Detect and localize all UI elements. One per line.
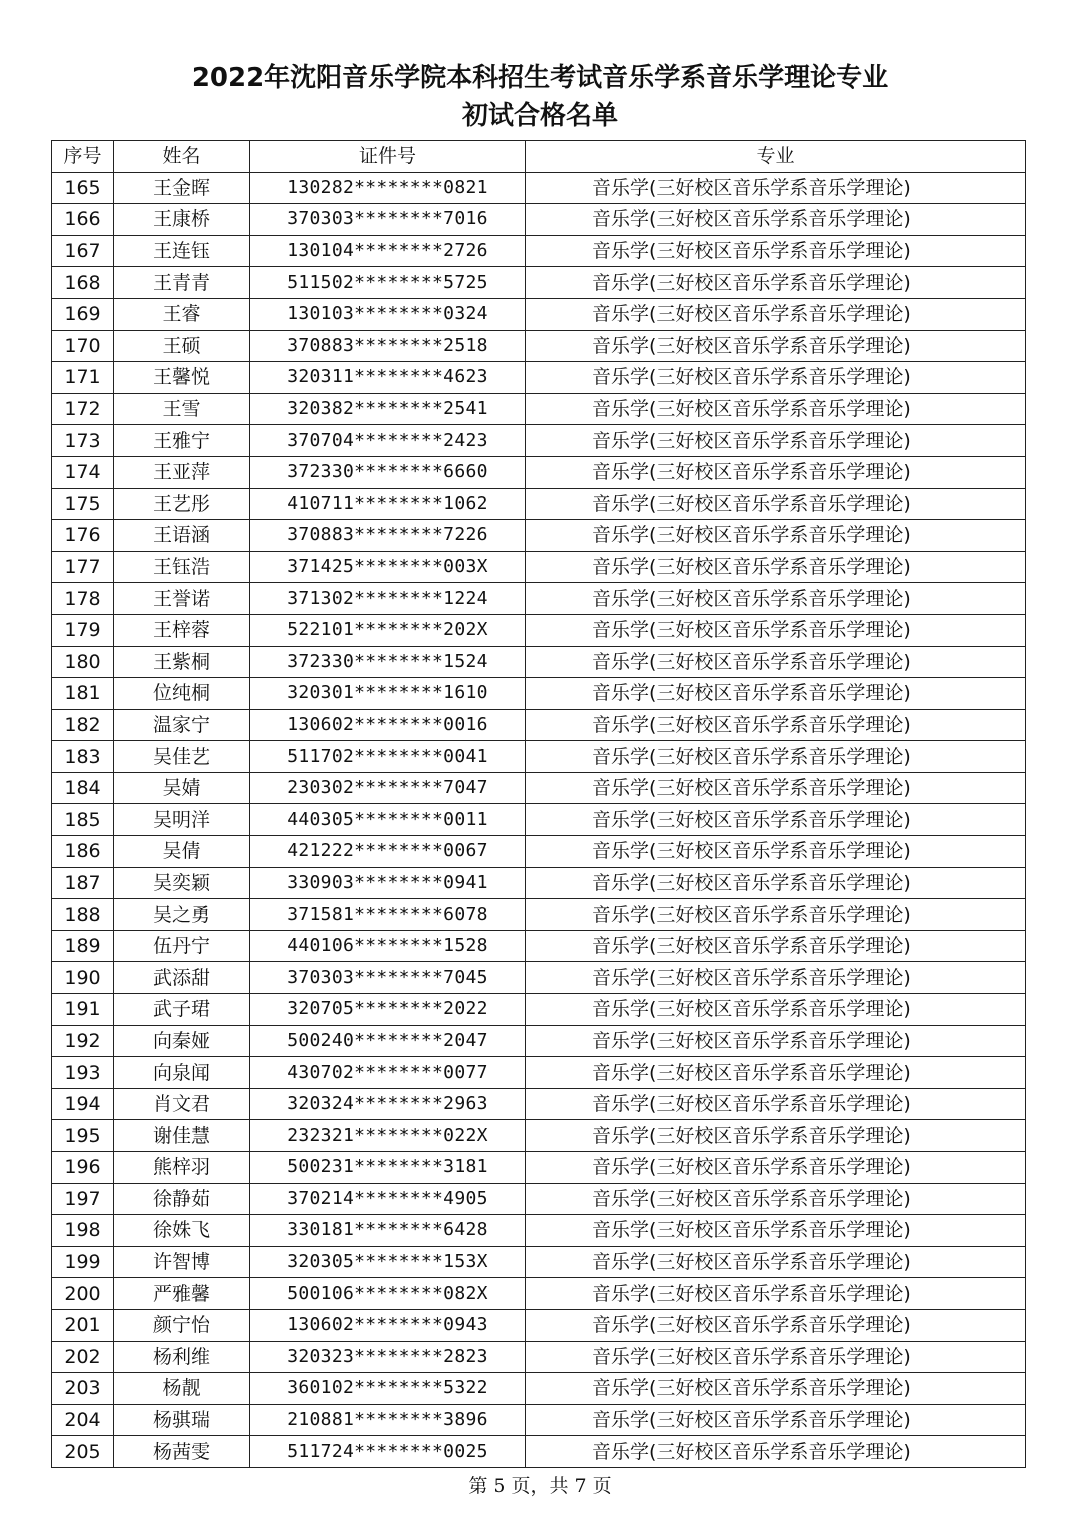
table-row [52,1025,1026,1057]
cell-id-number: 500106********082X [250,1278,526,1310]
cell-name: 王硕 [114,330,250,362]
cell-major: 音乐学(三好校区音乐学系音乐学理论) [526,772,1026,804]
cell-index: 200 [52,1278,114,1310]
header-major: 专业 [526,141,1026,173]
cell-id-number: 130602********0016 [250,709,526,741]
cell-name: 武添甜 [114,962,250,994]
table-row [52,930,1026,962]
cell-name: 位纯桐 [114,678,250,710]
cell-name: 王亚萍 [114,456,250,488]
cell-id-number: 370704********2423 [250,425,526,457]
table-row [52,1088,1026,1120]
cell-id-number: 500231********3181 [250,1152,526,1184]
cell-id-number: 330903********0941 [250,867,526,899]
table-row [52,362,1026,394]
cell-major: 音乐学(三好校区音乐学系音乐学理论) [526,962,1026,994]
table-row [52,298,1026,330]
cell-major: 音乐学(三好校区音乐学系音乐学理论) [526,1341,1026,1373]
cell-name: 王紫桐 [114,646,250,678]
table-row [52,583,1026,615]
cell-name: 向泉闻 [114,1057,250,1089]
cell-id-number: 370883********2518 [250,330,526,362]
cell-id-number: 500240********2047 [250,1025,526,1057]
cell-id-number: 320305********153X [250,1246,526,1278]
cell-name: 杨骐瑞 [114,1404,250,1436]
table-row [52,425,1026,457]
cell-index: 198 [52,1215,114,1247]
cell-name: 王睿 [114,298,250,330]
table-row [52,551,1026,583]
cell-major: 音乐学(三好校区音乐学系音乐学理论) [526,1183,1026,1215]
cell-id-number: 511702********0041 [250,741,526,773]
cell-index: 189 [52,930,114,962]
cell-major: 音乐学(三好校区音乐学系音乐学理论) [526,172,1026,204]
table-row [52,614,1026,646]
cell-major: 音乐学(三好校区音乐学系音乐学理论) [526,488,1026,520]
cell-major: 音乐学(三好校区音乐学系音乐学理论) [526,1404,1026,1436]
cell-name: 武子珺 [114,994,250,1026]
cell-index: 192 [52,1025,114,1057]
table-row [52,1341,1026,1373]
cell-name: 吴奕颖 [114,867,250,899]
cell-index: 193 [52,1057,114,1089]
cell-major: 音乐学(三好校区音乐学系音乐学理论) [526,1246,1026,1278]
cell-major: 音乐学(三好校区音乐学系音乐学理论) [526,930,1026,962]
table-row [52,646,1026,678]
table-row [52,867,1026,899]
cell-id-number: 370883********7226 [250,520,526,552]
table-row [52,520,1026,552]
table-row [52,393,1026,425]
cell-id-number: 421222********0067 [250,836,526,868]
cell-index: 188 [52,899,114,931]
cell-name: 许智博 [114,1246,250,1278]
table-row [52,962,1026,994]
table-row [52,1152,1026,1184]
cell-major: 音乐学(三好校区音乐学系音乐学理论) [526,330,1026,362]
cell-id-number: 440106********1528 [250,930,526,962]
cell-id-number: 372330********1524 [250,646,526,678]
cell-index: 186 [52,836,114,868]
header-id: 证件号 [250,141,526,173]
table-row [52,1215,1026,1247]
cell-id-number: 511502********5725 [250,267,526,299]
cell-name: 向秦娅 [114,1025,250,1057]
cell-index: 194 [52,1088,114,1120]
table-row [52,1120,1026,1152]
cell-major: 音乐学(三好校区音乐学系音乐学理论) [526,204,1026,236]
table-row [52,1183,1026,1215]
cell-major: 音乐学(三好校区音乐学系音乐学理论) [526,1025,1026,1057]
cell-major: 音乐学(三好校区音乐学系音乐学理论) [526,646,1026,678]
cell-name: 徐静茹 [114,1183,250,1215]
cell-name: 王钰浩 [114,551,250,583]
cell-major: 音乐学(三好校区音乐学系音乐学理论) [526,456,1026,488]
cell-id-number: 320324********2963 [250,1088,526,1120]
cell-name: 王青青 [114,267,250,299]
cell-index: 166 [52,204,114,236]
table-row [52,1373,1026,1405]
cell-index: 171 [52,362,114,394]
table-row [52,836,1026,868]
cell-major: 音乐学(三好校区音乐学系音乐学理论) [526,899,1026,931]
cell-name: 吴佳艺 [114,741,250,773]
cell-major: 音乐学(三好校区音乐学系音乐学理论) [526,804,1026,836]
cell-name: 王雅宁 [114,425,250,457]
table-row [52,741,1026,773]
table-row [52,267,1026,299]
cell-major: 音乐学(三好校区音乐学系音乐学理论) [526,362,1026,394]
table-row [52,1404,1026,1436]
cell-name: 王誉诺 [114,583,250,615]
cell-id-number: 430702********0077 [250,1057,526,1089]
cell-name: 王连钰 [114,235,250,267]
cell-name: 杨靓 [114,1373,250,1405]
cell-id-number: 360102********5322 [250,1373,526,1405]
table-row [52,1057,1026,1089]
cell-index: 197 [52,1183,114,1215]
cell-id-number: 330181********6428 [250,1215,526,1247]
cell-index: 203 [52,1373,114,1405]
cell-id-number: 210881********3896 [250,1404,526,1436]
cell-id-number: 371425********003X [250,551,526,583]
cell-index: 181 [52,678,114,710]
cell-id-number: 440305********0011 [250,804,526,836]
page-footer: 第 5 页，共 7 页 [468,1475,612,1497]
cell-major: 音乐学(三好校区音乐学系音乐学理论) [526,1373,1026,1405]
cell-name: 王馨悦 [114,362,250,394]
cell-name: 王艺彤 [114,488,250,520]
cell-index: 176 [52,520,114,552]
cell-id-number: 371581********6078 [250,899,526,931]
cell-id-number: 130103********0324 [250,298,526,330]
cell-index: 177 [52,551,114,583]
table-row [52,488,1026,520]
cell-major: 音乐学(三好校区音乐学系音乐学理论) [526,520,1026,552]
cell-index: 199 [52,1246,114,1278]
cell-index: 202 [52,1341,114,1373]
cell-index: 174 [52,456,114,488]
cell-id-number: 320705********2022 [250,994,526,1026]
cell-index: 201 [52,1309,114,1341]
cell-major: 音乐学(三好校区音乐学系音乐学理论) [526,583,1026,615]
table-row [52,1436,1026,1468]
cell-major: 音乐学(三好校区音乐学系音乐学理论) [526,1309,1026,1341]
cell-id-number: 320323********2823 [250,1341,526,1373]
table-row [52,235,1026,267]
cell-major: 音乐学(三好校区音乐学系音乐学理论) [526,1215,1026,1247]
cell-index: 205 [52,1436,114,1468]
cell-id-number: 320382********2541 [250,393,526,425]
cell-id-number: 370303********7045 [250,962,526,994]
cell-index: 182 [52,709,114,741]
header-name: 姓名 [114,141,250,173]
cell-name: 杨利维 [114,1341,250,1373]
cell-index: 196 [52,1152,114,1184]
table-row [52,1246,1026,1278]
cell-id-number: 130104********2726 [250,235,526,267]
cell-major: 音乐学(三好校区音乐学系音乐学理论) [526,994,1026,1026]
cell-index: 172 [52,393,114,425]
table-row [52,994,1026,1026]
cell-index: 185 [52,804,114,836]
cell-major: 音乐学(三好校区音乐学系音乐学理论) [526,614,1026,646]
cell-major: 音乐学(三好校区音乐学系音乐学理论) [526,1057,1026,1089]
cell-id-number: 370303********7016 [250,204,526,236]
cell-major: 音乐学(三好校区音乐学系音乐学理论) [526,393,1026,425]
cell-name: 吴明洋 [114,804,250,836]
table-row [52,709,1026,741]
cell-major: 音乐学(三好校区音乐学系音乐学理论) [526,425,1026,457]
cell-index: 190 [52,962,114,994]
cell-major: 音乐学(三好校区音乐学系音乐学理论) [526,741,1026,773]
cell-name: 王语涵 [114,520,250,552]
cell-name: 杨茜雯 [114,1436,250,1468]
cell-name: 王康桥 [114,204,250,236]
cell-name: 严雅馨 [114,1278,250,1310]
table-row [52,1309,1026,1341]
table-row [52,804,1026,836]
table-row [52,772,1026,804]
cell-major: 音乐学(三好校区音乐学系音乐学理论) [526,1088,1026,1120]
cell-name: 伍丹宁 [114,930,250,962]
cell-id-number: 371302********1224 [250,583,526,615]
cell-index: 178 [52,583,114,615]
cell-name: 肖文君 [114,1088,250,1120]
cell-id-number: 370214********4905 [250,1183,526,1215]
cell-index: 168 [52,267,114,299]
table-row [52,1278,1026,1310]
cell-name: 谢佳慧 [114,1120,250,1152]
cell-index: 191 [52,994,114,1026]
table-row [52,330,1026,362]
cell-name: 温家宁 [114,709,250,741]
table-row [52,899,1026,931]
cell-id-number: 320301********1610 [250,678,526,710]
cell-id-number: 372330********6660 [250,456,526,488]
cell-name: 王金晖 [114,172,250,204]
cell-major: 音乐学(三好校区音乐学系音乐学理论) [526,709,1026,741]
table-row [52,172,1026,204]
cell-id-number: 232321********022X [250,1120,526,1152]
cell-index: 175 [52,488,114,520]
cell-major: 音乐学(三好校区音乐学系音乐学理论) [526,235,1026,267]
cell-index: 180 [52,646,114,678]
cell-major: 音乐学(三好校区音乐学系音乐学理论) [526,1152,1026,1184]
cell-major: 音乐学(三好校区音乐学系音乐学理论) [526,1120,1026,1152]
document-title: 2022年沈阳音乐学院本科招生考试音乐学系音乐学理论专业 [191,63,889,93]
cell-name: 吴倩 [114,836,250,868]
cell-index: 170 [52,330,114,362]
cell-name: 熊梓羽 [114,1152,250,1184]
roster-table [51,140,1026,1468]
cell-id-number: 522101********202X [250,614,526,646]
table-row [52,204,1026,236]
cell-index: 165 [52,172,114,204]
cell-major: 音乐学(三好校区音乐学系音乐学理论) [526,267,1026,299]
cell-index: 173 [52,425,114,457]
cell-index: 179 [52,614,114,646]
table-body [52,172,1026,1467]
cell-id-number: 130602********0943 [250,1309,526,1341]
table-row [52,678,1026,710]
cell-name: 吴婧 [114,772,250,804]
header-index: 序号 [52,141,114,173]
cell-index: 184 [52,772,114,804]
table-row [52,456,1026,488]
table-header-row [52,141,1026,173]
cell-index: 195 [52,1120,114,1152]
document-subtitle: 初试合格名单 [461,101,618,131]
cell-id-number: 130282********0821 [250,172,526,204]
cell-index: 167 [52,235,114,267]
cell-major: 音乐学(三好校区音乐学系音乐学理论) [526,836,1026,868]
cell-id-number: 410711********1062 [250,488,526,520]
cell-name: 颜宁怡 [114,1309,250,1341]
cell-major: 音乐学(三好校区音乐学系音乐学理论) [526,298,1026,330]
cell-index: 187 [52,867,114,899]
cell-major: 音乐学(三好校区音乐学系音乐学理论) [526,551,1026,583]
cell-major: 音乐学(三好校区音乐学系音乐学理论) [526,1278,1026,1310]
cell-name: 王雪 [114,393,250,425]
cell-index: 204 [52,1404,114,1436]
cell-major: 音乐学(三好校区音乐学系音乐学理论) [526,678,1026,710]
cell-id-number: 320311********4623 [250,362,526,394]
cell-id-number: 230302********7047 [250,772,526,804]
cell-index: 183 [52,741,114,773]
cell-index: 169 [52,298,114,330]
cell-id-number: 511724********0025 [250,1436,526,1468]
cell-major: 音乐学(三好校区音乐学系音乐学理论) [526,1436,1026,1468]
cell-major: 音乐学(三好校区音乐学系音乐学理论) [526,867,1026,899]
cell-name: 王梓蓉 [114,614,250,646]
cell-name: 徐姝飞 [114,1215,250,1247]
cell-name: 吴之勇 [114,899,250,931]
